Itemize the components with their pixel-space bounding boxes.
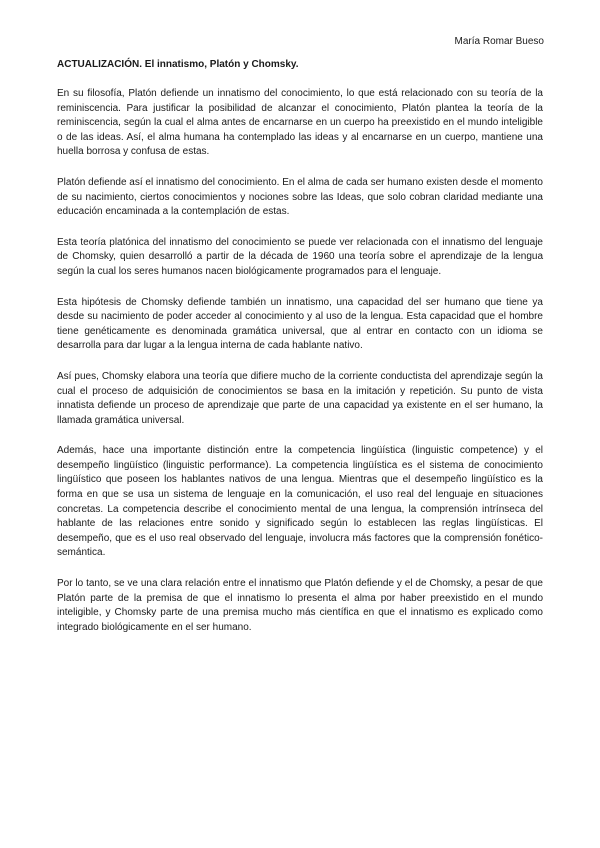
paragraph: Esta teoría platónica del innatismo del conocimiento se puede ver relacionada con el innatismo del lenguaje de Chomsky, quien desarrolló a partir de la década de 1960 una teoría sobre el aprendizaje de la lengua según la cual los seres humanos nacen biológicamente programados para el lenguaje. — [57, 236, 543, 277]
paragraph: Así pues, Chomsky elabora una teoría que difiere mucho de la corriente conductista del aprendizaje según la cual el proceso de adquisición de conocimientos se basa en la imitación y repetición. Su punto de vista innatista defiende un proceso de aprendizaje que parte de una capacidad ya existente en el ser humano, la llamada gramática universal. — [57, 370, 543, 426]
document-body — [57, 58, 543, 651]
document-title: ACTUALIZACIÓN. El innatismo, Platón y Chomsky. — [57, 59, 299, 70]
author-name: María Romar Bueso — [454, 36, 544, 47]
paragraph: Por lo tanto, se ve una clara relación entre el innatismo que Platón defiende y el de Chomsky, a pesar de que Platón parte de la premisa de que el innatismo lo presenta el alma por haber preexistido en el mundo inteligible, y Chomsky parte de una premisa mucho más científica en que el innatismo es explicado como integrado biológicamente en el ser humano. — [57, 578, 543, 633]
paragraph: Además, hace una importante distinción entre la competencia lingüística (linguistic competence) y el desempeño lingüístico (linguistic performance). La competencia lingüística es el sistema de conocimiento lingüístico que poseen los hablantes nativos de una lengua. Mientras que el desempeño lingüístico es la forma en que se usa un sistema de lenguaje en la comunicación, el uso real del lenguaje en situaciones concretas. La competencia describe el conocimiento mental de una lengua, la comprensión intrínseca del hablante de las relaciones entre sonido y significado según lo establecen las reglas lingüísticas. El desempeño, que es el uso real observado del lenguaje, involucra más factores que la comprensión fonético-semántica. — [57, 445, 543, 559]
paragraph: Platón defiende así el innatismo del conocimiento. En el alma de cada ser humano existen desde el momento de su nacimiento, ciertos conocimientos y nociones sobre las Ideas, que solo cobran claridad mediante una educación encaminada a la contemplación de estas. — [57, 176, 543, 218]
paragraph: Esta hipótesis de Chomsky defiende también un innatismo, una capacidad del ser humano que tiene ya desde su nacimiento de poder acceder al conocimiento y al uso de la lengua. Esta capacidad que el hombre tiene genéticamente es denominada gramática universal, que al entrar en contacto con un idioma se desarrolla para dar lugar a la lengua interna de cada hablante nativo. — [57, 296, 543, 352]
paragraph: En su filosofía, Platón defiende un innatismo del conocimiento, lo que está relacionado con su teoría de la reminiscencia. Para justificar la posibilidad de alcanzar el conocimiento, Platón plantea la teoría de la reminiscencia, según la cual el alma antes de encarnarse en un cuerpo ha preexistido en el mundo inteligible o de las ideas. Así, el alma humana ha contemplado las ideas y al encarnarse en un cuerpo, mantiene una huella borrosa y confusa de estas. — [57, 88, 543, 158]
